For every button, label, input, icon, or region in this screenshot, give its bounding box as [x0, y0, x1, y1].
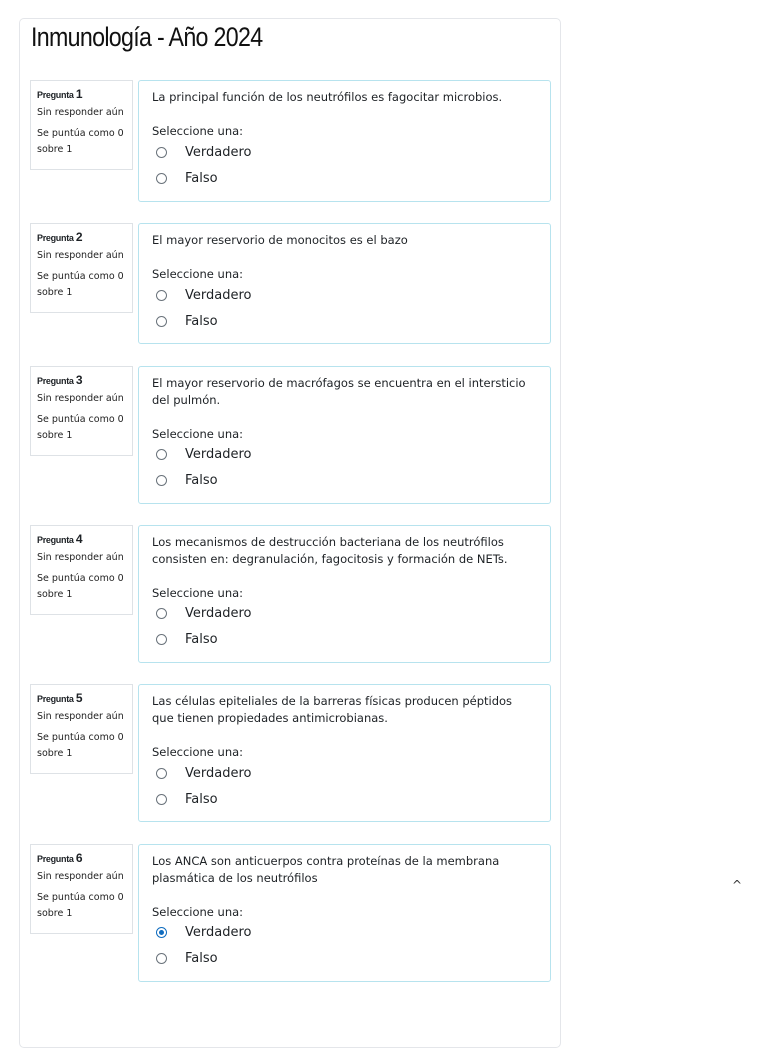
question-number: Pregunta 3	[37, 373, 83, 387]
question-text: El mayor reservorio de monocitos es el bazo	[152, 233, 408, 247]
question-state: Sin responder aún	[37, 552, 124, 563]
radio-button[interactable]	[156, 608, 167, 619]
option-label[interactable]: Verdadero	[185, 605, 252, 621]
option-verdadero[interactable]	[156, 924, 251, 940]
question-text: El mayor reservorio de macrófagos se encuentra en el intersticio del pulmón.	[152, 376, 526, 407]
question-state: Sin responder aún	[37, 250, 124, 261]
question-text: Las células epiteliales de la barreras físicas producen péptidos que tienen propiedades antimicrobianas.	[152, 694, 513, 725]
option-label[interactable]: Falso	[185, 950, 218, 966]
option-label[interactable]: Falso	[185, 170, 218, 186]
radio-button[interactable]	[156, 475, 167, 486]
option-label[interactable]: Falso	[185, 472, 218, 488]
option-label[interactable]: Falso	[185, 313, 218, 329]
question-grade: Se puntúa como 0 sobre 1	[37, 573, 124, 600]
option-falso[interactable]	[156, 791, 218, 807]
question-number: Pregunta 6	[37, 851, 83, 865]
option-falso[interactable]	[156, 313, 218, 329]
question-info-3	[30, 366, 133, 456]
option-verdadero[interactable]	[156, 446, 251, 462]
radio-button[interactable]	[156, 634, 167, 645]
radio-button[interactable]	[156, 316, 167, 327]
question-content-1	[138, 80, 551, 202]
question-number: Pregunta 4	[37, 532, 83, 546]
question-text: La principal función de los neutrófilos es fagocitar microbios.	[152, 90, 503, 104]
question-state: Sin responder aún	[37, 107, 124, 118]
question-grade: Se puntúa como 0 sobre 1	[37, 732, 124, 759]
radio-button-selected[interactable]	[156, 927, 167, 938]
question-text: Los mecanismos de destrucción bacteriana de los neutrófilos consisten en: degranulación, fagocitosis y formación de NETs.	[152, 535, 508, 566]
option-verdadero[interactable]	[156, 287, 251, 303]
question-text: Los ANCA son anticuerpos contra proteínas de la membrana plasmática de los neutrófilos	[152, 854, 500, 885]
question-grade: Se puntúa como 0 sobre 1	[37, 892, 124, 919]
radio-button[interactable]	[156, 449, 167, 460]
question-grade: Se puntúa como 0 sobre 1	[37, 414, 124, 441]
question-state: Sin responder aún	[37, 711, 124, 722]
question-info-6	[30, 844, 133, 934]
question-info-5	[30, 684, 133, 774]
question-info-2	[30, 223, 133, 313]
question-grade: Se puntúa como 0 sobre 1	[37, 271, 124, 298]
question-state: Sin responder aún	[37, 871, 124, 882]
radio-button[interactable]	[156, 147, 167, 158]
question-grade: Se puntúa como 0 sobre 1	[37, 128, 124, 155]
radio-button[interactable]	[156, 768, 167, 779]
question-number: Pregunta 1	[37, 87, 83, 101]
option-falso[interactable]	[156, 472, 218, 488]
option-label[interactable]: Verdadero	[185, 287, 252, 303]
question-info-1	[30, 80, 133, 170]
radio-button[interactable]	[156, 290, 167, 301]
answer-prompt: Seleccione una:	[152, 267, 244, 281]
radio-button[interactable]	[156, 953, 167, 964]
option-verdadero[interactable]	[156, 605, 251, 621]
answer-prompt: Seleccione una:	[152, 427, 244, 441]
page-title: Inmunología - Año 2024	[31, 22, 263, 52]
option-label[interactable]: Falso	[185, 791, 218, 807]
option-verdadero[interactable]	[156, 144, 251, 160]
answer-prompt: Seleccione una:	[152, 586, 244, 600]
question-content-4	[138, 525, 551, 663]
question-number: Pregunta 2	[37, 230, 83, 244]
question-content-5	[138, 684, 551, 822]
option-verdadero[interactable]	[156, 765, 251, 781]
scroll-up-icon[interactable]: ^	[732, 878, 743, 892]
question-state: Sin responder aún	[37, 393, 124, 404]
answer-prompt: Seleccione una:	[152, 745, 244, 759]
answer-prompt: Seleccione una:	[152, 124, 244, 138]
question-content-3	[138, 366, 551, 504]
question-content-6	[138, 844, 551, 982]
option-label[interactable]: Verdadero	[185, 144, 252, 160]
question-content-2	[138, 223, 551, 344]
option-falso[interactable]	[156, 950, 218, 966]
option-label[interactable]: Verdadero	[185, 924, 252, 940]
option-falso[interactable]	[156, 631, 218, 647]
option-label[interactable]: Falso	[185, 631, 218, 647]
option-falso[interactable]	[156, 170, 218, 186]
option-label[interactable]: Verdadero	[185, 765, 252, 781]
option-label[interactable]: Verdadero	[185, 446, 252, 462]
answer-prompt: Seleccione una:	[152, 905, 244, 919]
radio-button[interactable]	[156, 794, 167, 805]
question-info-4	[30, 525, 133, 615]
question-number: Pregunta 5	[37, 691, 83, 705]
radio-button[interactable]	[156, 173, 167, 184]
